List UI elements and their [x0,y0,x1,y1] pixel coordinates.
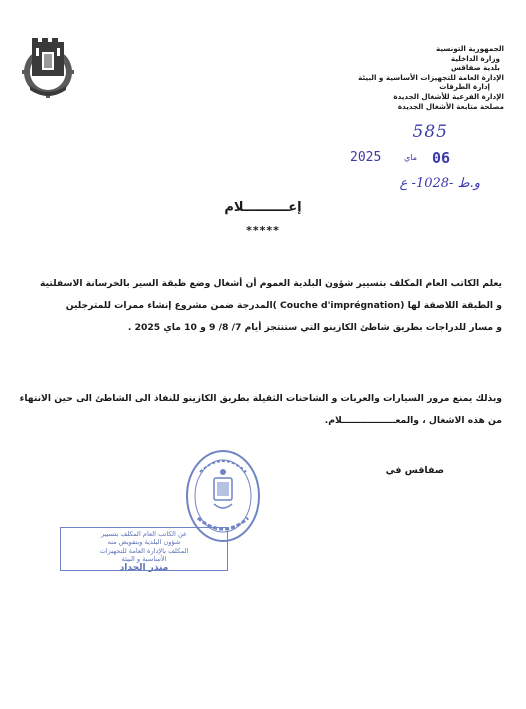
date-day: 06 [432,149,451,167]
signature-stamp [60,527,228,574]
announcement-paragraph-2 [19,388,502,432]
date-year: 2025 [350,150,382,165]
signature-line: الأساسية و البيئة [121,554,167,563]
title-ornament: ***** [246,224,280,237]
reference-number: 585 [412,122,448,142]
header-country: الجمهورية التونسية [435,44,504,53]
paragraph-line: و مسار للدراجات بطريق شاطئ الكازينو التي ستنتجز أيام 7/ 8/ 9 و 10 ماي 2025 . [127,322,502,333]
signatory-name: منذر الحداد [119,563,169,574]
header-subdirectorate: الإدارة الفرعية للأشغال الجديدة [393,91,504,101]
announcement-paragraph-1 [22,273,502,339]
place-date: صفاقس في [385,465,444,476]
paragraph-line: و الطبقة اللاصقة لها (Couche d'imprégnation )المدرجة ضمن مشروع إنشاء ممرات للمترجلين [65,300,502,311]
date-month: ماي [404,153,417,162]
header-ministry: وزارة الداخلية [450,53,500,63]
municipality-logo [22,38,74,100]
document-title: إعــــــــــلام [224,200,302,215]
incoming-reference: و.ط -1028- ع [399,176,480,191]
header-general-directorate: الإدارة العامة للتجهيزات الأساسية و البيئة [358,72,504,82]
paragraph-line: يعلم الكاتب العام المكلف بتسيير شؤون البلدية العموم أن أشغال وضع طبقة السير بالخرسانة الاسفلتية [40,278,502,289]
document-header [284,44,504,111]
header-service: مصلحة متابعة الأشغال الجديدة [397,101,504,111]
date-stamp [350,150,470,172]
signature-line: المكلف بالإدارة العامة للتجهيزات [99,546,189,555]
signature-line: عن الكاتب العام المكلف بتسيير [101,530,187,538]
header-roads-directorate: إدارة الطرقات [439,82,490,92]
paragraph-line: وبذلك يمنع مرور السيارات والعربات و الشاحنات الثقيلة بطريق الكازينو للنفاذ الى الشاطئ الى حين الانتهاء [19,393,502,404]
paragraph-line: من هذه الاشغال ، والمعـــــــــــــــــلام. [324,415,502,426]
signature-line: شؤون البلدية وبتفويض منه [107,538,181,547]
header-municipality: بلدية صفاقس [450,63,500,73]
